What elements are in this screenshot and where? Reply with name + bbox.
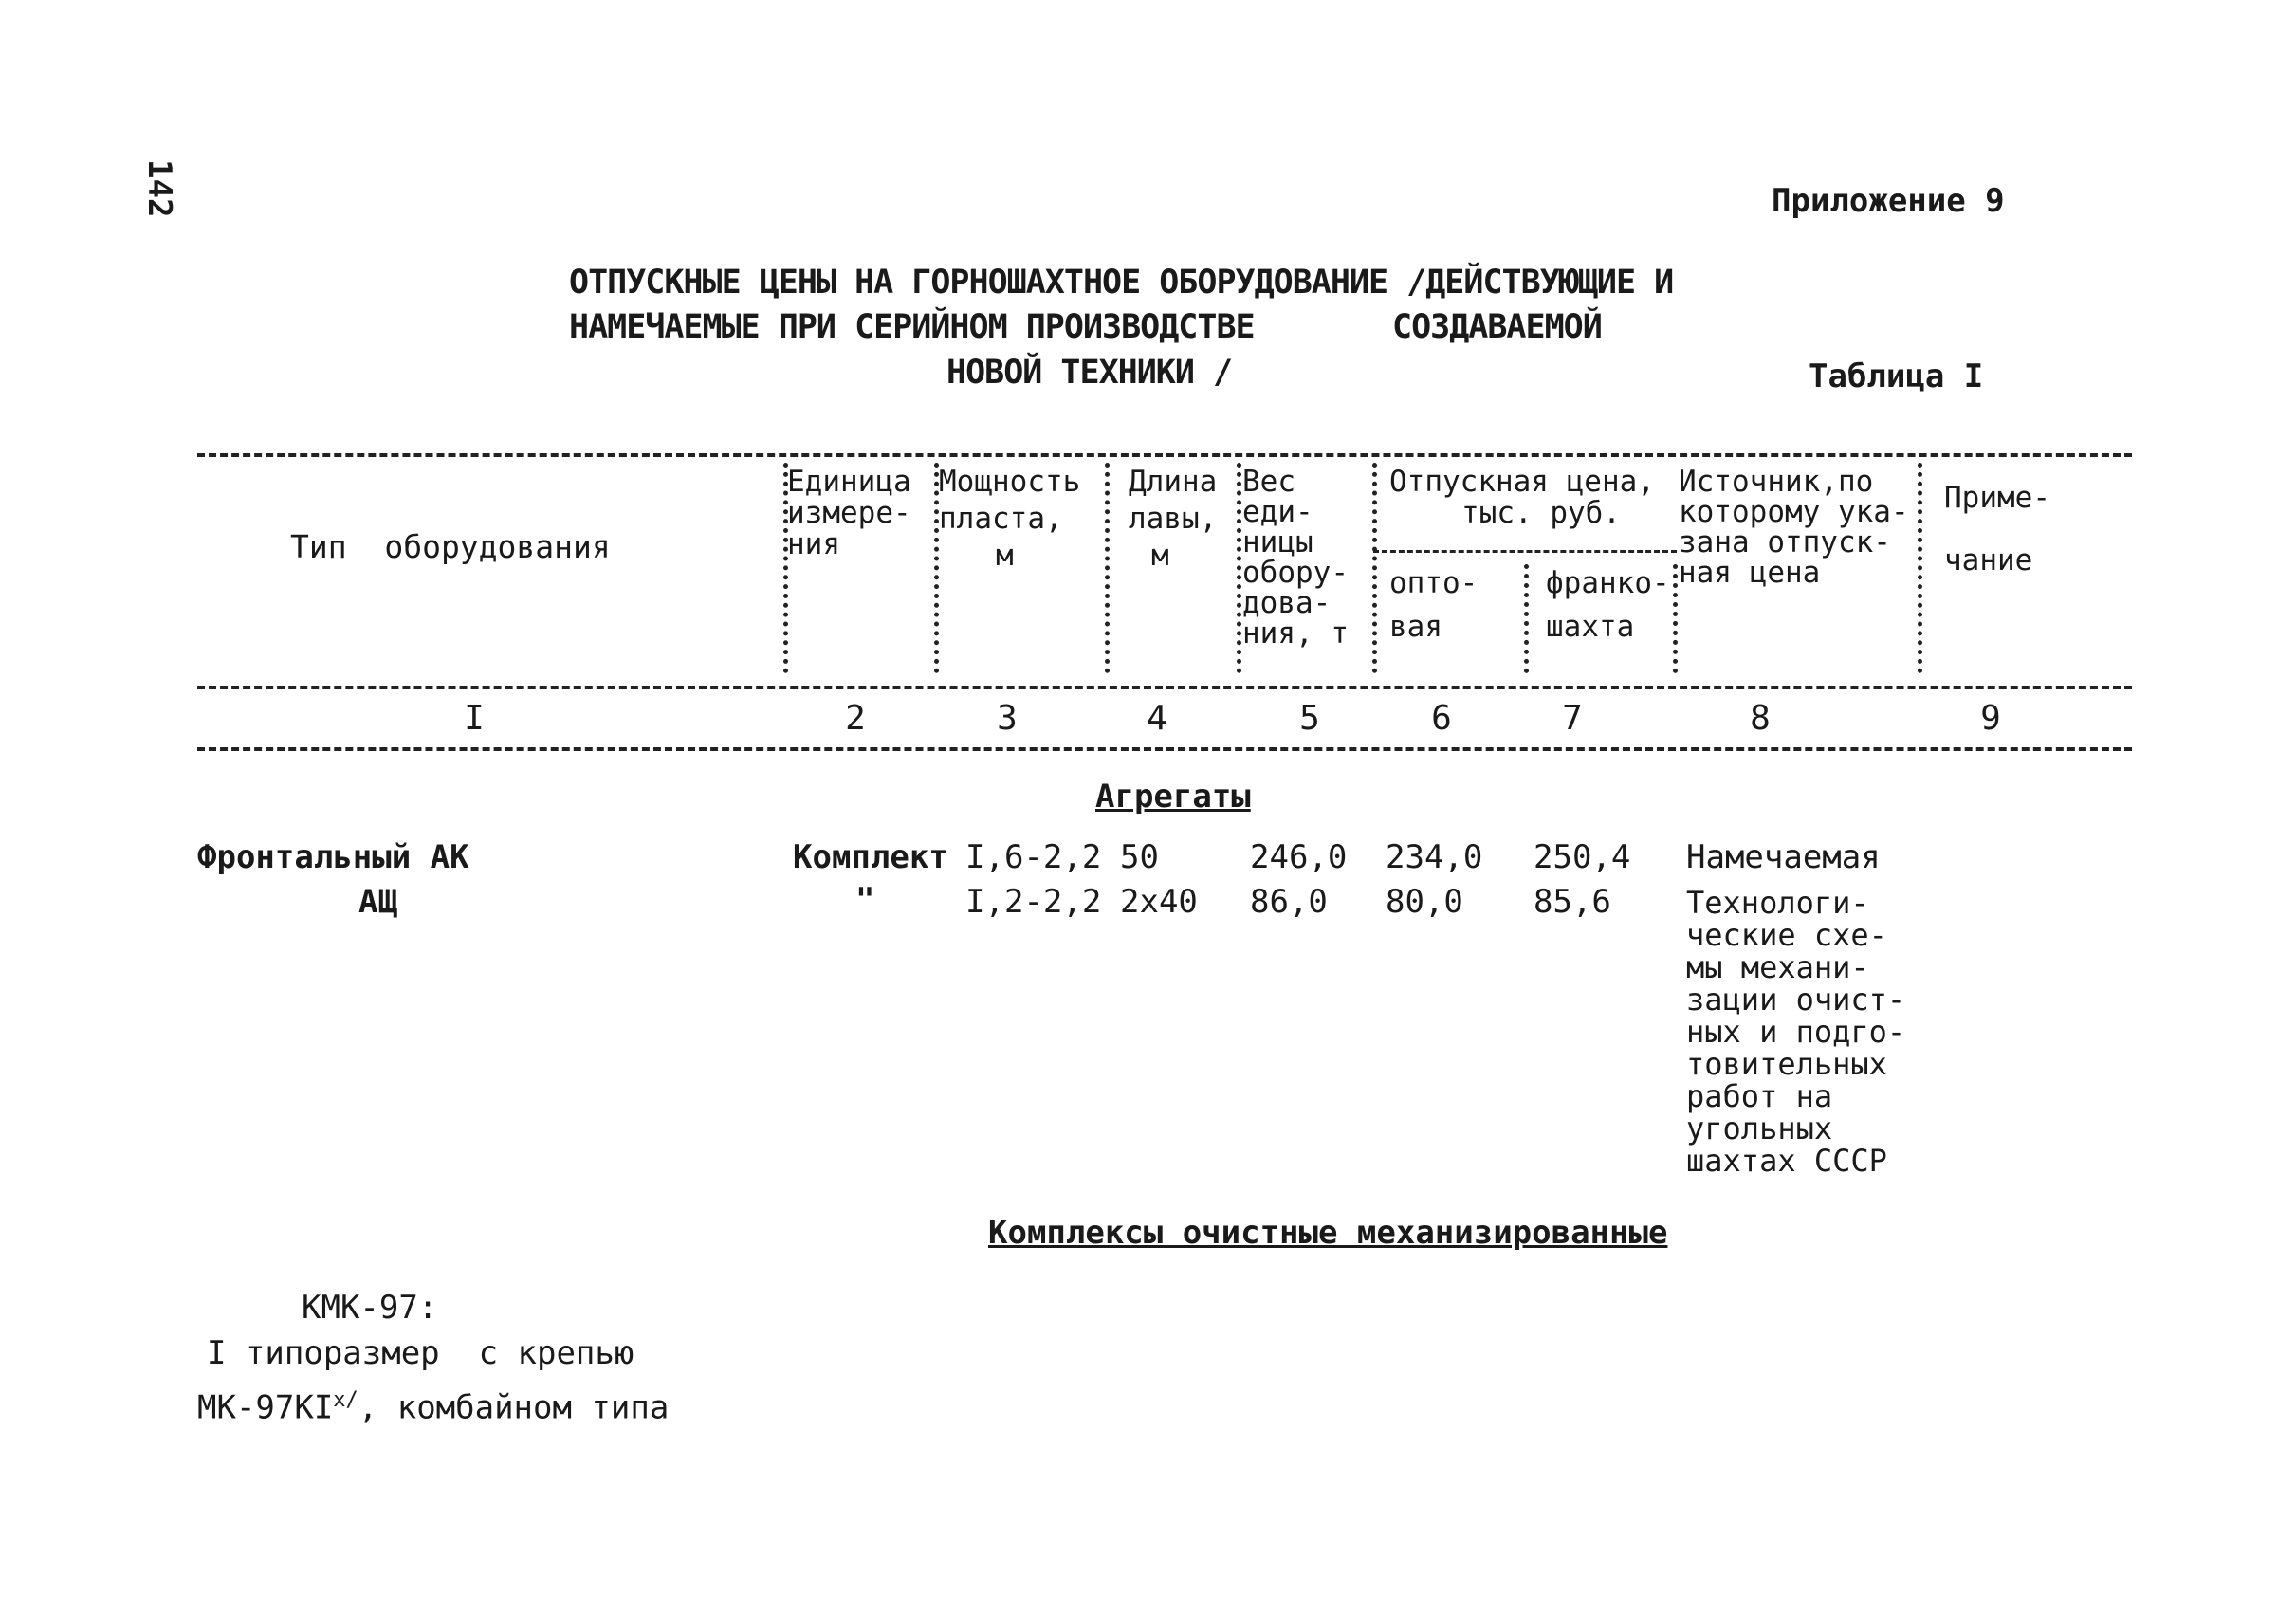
header-source: Источник,по которому ука- зана отпуск- ная цена — [1679, 465, 1909, 590]
title-line-3: НОВОЙ ТЕХНИКИ / — [946, 354, 1233, 392]
row-2-length: 2х40 — [1120, 883, 1198, 921]
header-thickness: Мощность пласта, м — [939, 465, 1081, 573]
column-number-6: 6 — [1431, 699, 1452, 738]
row-1-franco: 250,4 — [1534, 838, 1631, 876]
header-unit: Единица измере- ния — [787, 465, 911, 561]
row-2-wholesale: 80,0 — [1386, 883, 1463, 921]
row-2-unit: " — [855, 881, 875, 919]
row-2-type: АЩ — [358, 883, 397, 921]
column-number-1: I — [464, 699, 485, 738]
table-top-rule — [197, 453, 2132, 457]
col-separator-6 — [1372, 463, 1377, 673]
row-1-type: Фронтальный АК — [197, 838, 469, 876]
row-1-weight: 246,0 — [1250, 838, 1348, 876]
table-label: Таблица I — [1809, 358, 1984, 395]
section-heading-complexes: Комплексы очистные механизированные — [988, 1214, 1668, 1252]
kmk-support: $МК-97КI^{х/}$, комбайном типа — [197, 1388, 670, 1427]
header-weight: Вес еди- ницы обору- дова- ния, т — [1242, 465, 1349, 651]
row-2-thickness: I,2-2,2 — [965, 883, 1102, 921]
row-1-unit: Комплект — [793, 838, 948, 876]
title-line-2a: НАМЕЧАЕМЫЕ ПРИ СЕРИЙНОМ ПРОИЗВОДСТВЕ — [569, 308, 1255, 346]
price-subheader-rule — [1373, 550, 1677, 553]
kmk-size: I типоразмер с крепью — [207, 1334, 634, 1372]
header-bottom-rule — [197, 686, 2132, 689]
row-1-length: 50 — [1120, 838, 1159, 876]
column-number-8: 8 — [1750, 699, 1771, 738]
col-separator-4 — [1105, 463, 1110, 673]
header-length: Длина лавы, м — [1129, 465, 1218, 573]
column-number-7: 7 — [1562, 699, 1583, 738]
header-franco: франко- шахта — [1546, 566, 1670, 644]
col-separator-5 — [1237, 463, 1241, 673]
column-number-2: 2 — [845, 699, 866, 738]
header-price: Отпускная цена, тыс. руб. — [1389, 465, 1655, 530]
row-2-weight: 86,0 — [1250, 883, 1328, 921]
column-number-3: 3 — [997, 699, 1018, 738]
header-equipment-type: Тип оборудования — [290, 528, 611, 565]
header-note: Приме- чание — [1944, 481, 2050, 578]
kmk-title: КМК-97: — [302, 1289, 438, 1327]
title-line-1: ОТПУСКНЫЕ ЦЕНЫ НА ГОРНОШАХТНОЕ ОБОРУДОВАНИЕ /ДЕЙСТВУЮЩИЕ И — [569, 264, 1674, 302]
col-separator-9 — [1918, 463, 1922, 673]
column-number-5: 5 — [1299, 699, 1320, 738]
row-1-source: Намечаемая — [1686, 838, 1881, 876]
column-number-4: 4 — [1147, 699, 1167, 738]
row-1-thickness: I,6-2,2 — [965, 838, 1102, 876]
numbers-bottom-rule — [197, 747, 2132, 751]
header-wholesale: опто- вая — [1389, 566, 1479, 644]
title-line-2b: СОЗДАВАЕМОЙ — [1392, 308, 1602, 346]
row-2-franco: 85,6 — [1534, 883, 1611, 921]
row-2-source: Технологи- ческие схе- мы механи- зации очист- ных и подго- товительных работ на угольных шахтах СССР — [1686, 885, 1906, 1179]
appendix-label: Приложение 9 — [1772, 182, 2005, 220]
column-number-9: 9 — [1980, 699, 2001, 738]
row-1-wholesale: 234,0 — [1386, 838, 1483, 876]
col-separator-8 — [1673, 564, 1678, 673]
page-number: 142 — [140, 159, 178, 218]
col-separator-7 — [1524, 564, 1529, 673]
section-heading-aggregates: Агрегаты — [1095, 778, 1251, 816]
